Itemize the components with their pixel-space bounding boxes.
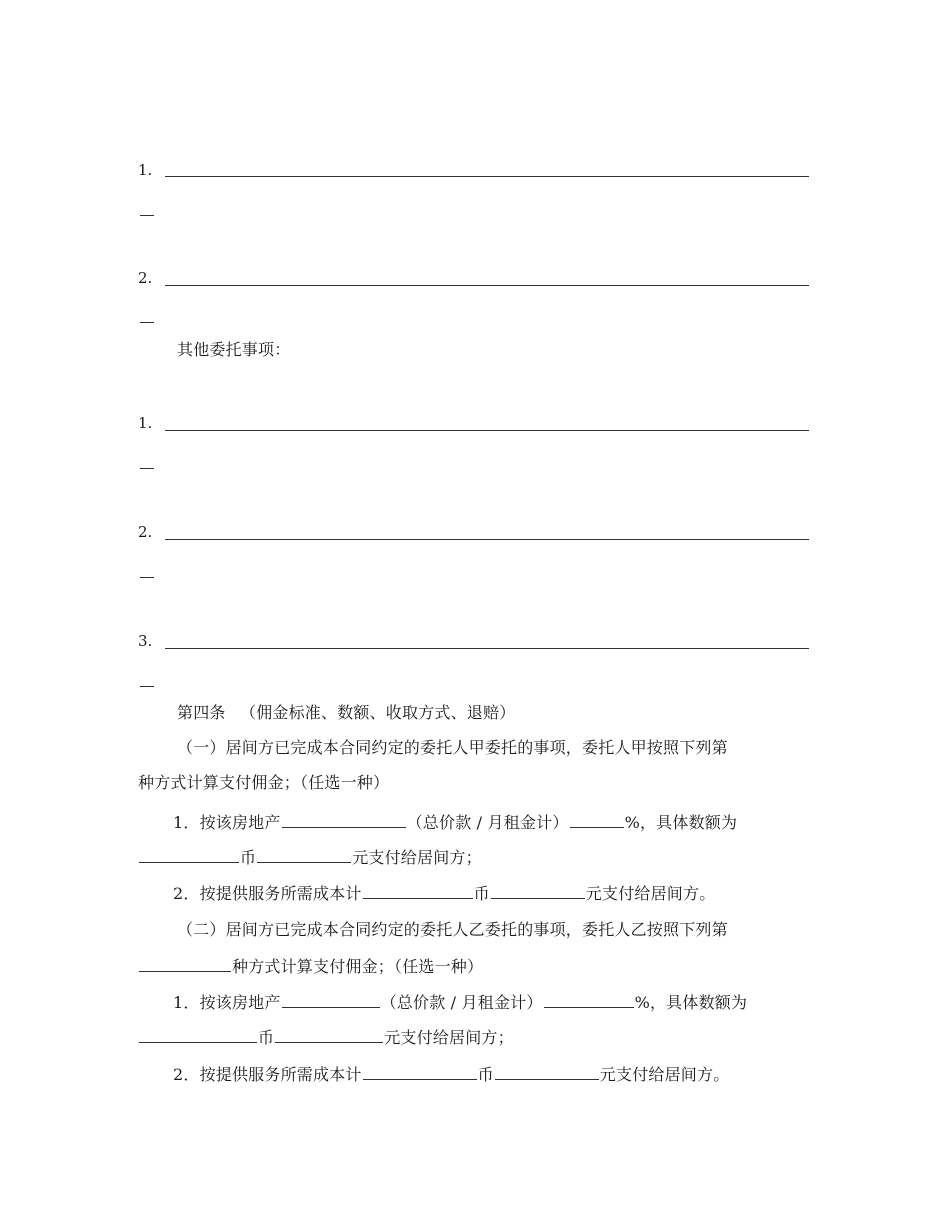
currency-blank[interactable] [363, 1065, 477, 1080]
article-title: （佣金标准、数额、收取方式、退赔） [240, 703, 516, 722]
method-choice-blank[interactable] [139, 957, 231, 972]
amount-blank[interactable] [257, 848, 351, 863]
section2-option1-amount: 币 元支付给居间方； [138, 1028, 514, 1048]
property-blank[interactable] [282, 993, 380, 1008]
amount-blank[interactable] [275, 1028, 383, 1043]
section1-option1-amount: 币 元支付给居间方； [138, 848, 482, 868]
other-item-number: 2. [138, 523, 153, 541]
other-item-number: 3. [138, 632, 153, 650]
blank-fill-line [165, 285, 809, 286]
amount-blank[interactable] [495, 1065, 599, 1080]
section2-line1: （二）居间方已完成本合同约定的委托人乙委托的事项，委托人乙按照下列第 [177, 920, 728, 939]
currency-blank[interactable] [139, 848, 239, 863]
blank-fill-line-tail [140, 215, 154, 216]
property-blank[interactable] [282, 813, 406, 828]
other-fill-line-tail [140, 686, 154, 687]
section1-option1: 1．按该房地产 （总价款 / 月租金计） %，具体数额为 [173, 813, 738, 832]
other-fill-line-tail [140, 577, 154, 578]
section1-line1: （一）居间方已完成本合同约定的委托人甲委托的事项，委托人甲按照下列第 [177, 738, 728, 757]
section1-line2: 种方式计算支付佣金；（任选一种） [138, 773, 390, 792]
section2-option1: 1．按该房地产 （总价款 / 月租金计） %，具体数额为 [173, 993, 748, 1012]
other-fill-line-tail [140, 468, 154, 469]
currency-blank[interactable] [363, 884, 473, 899]
blank-item-number: 2. [138, 269, 153, 287]
currency-blank[interactable] [139, 1028, 257, 1043]
percent-blank[interactable] [544, 993, 634, 1008]
other-fill-line [165, 648, 809, 649]
article-label: 第四条 [177, 703, 226, 722]
percent-blank[interactable] [570, 813, 624, 828]
section2-option2: 2．按提供服务所需成本计 币 元支付给居间方。 [173, 1065, 730, 1084]
other-fill-line [165, 430, 809, 431]
other-items-heading: 其他委托事项： [177, 340, 291, 359]
section2-line2-row: 种方式计算支付佣金；（任选一种） [138, 957, 483, 977]
amount-blank[interactable] [491, 884, 585, 899]
section1-option2: 2．按提供服务所需成本计 币 元支付给居间方。 [173, 884, 716, 903]
blank-fill-line [165, 176, 809, 177]
blank-item-number: 1. [138, 161, 153, 179]
other-item-number: 1. [138, 414, 153, 432]
blank-fill-line-tail [140, 322, 154, 323]
other-fill-line [165, 539, 809, 540]
